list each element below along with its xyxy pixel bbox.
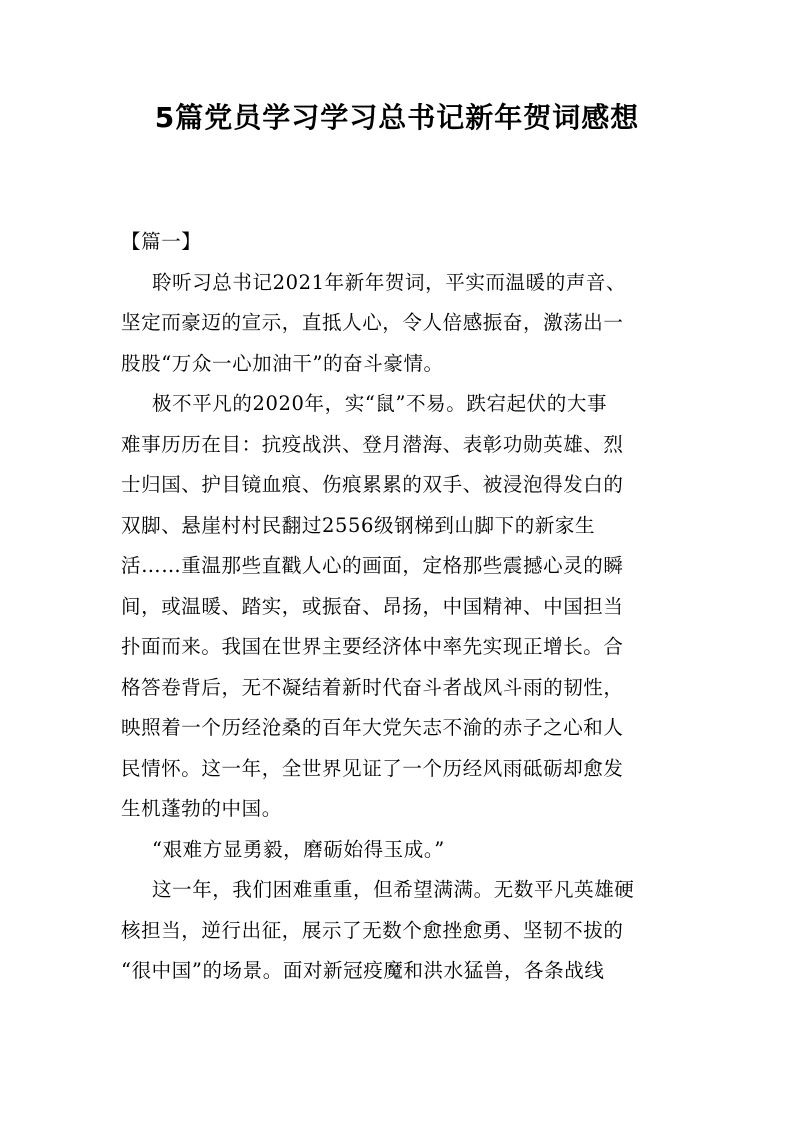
text-line: 生机蓬勃的中国。: [121, 797, 282, 820]
text-line: 活……重温那些直戳人心的画面，定格那些震撼心灵的瞬: [121, 554, 624, 577]
text-line: 这一年，我们困难重重，但希望满满。无数平凡英雄硬: [152, 878, 635, 901]
text-line: 核担当，逆行出征，展示了无数个愈挫愈勇、坚韧不拔的: [121, 918, 624, 942]
document-body: [121, 222, 669, 992]
text-line: 聆听习总书记2021年新年贺词，平实而温暖的声音、: [152, 270, 627, 294]
text-line: 难事历历在目：抗疫战洪、登月潜海、表彰功勋英雄、烈: [121, 432, 624, 456]
text-line: 股股“万众一心加油干”的奋斗豪情。: [121, 351, 444, 375]
section-heading: 【篇一】: [121, 230, 202, 253]
text-line: 极不平凡的2020年，实“鼠”不易。跌宕起伏的大事: [152, 392, 608, 415]
text-line: 映照着一个历经沧桑的百年大党矢志不渝的赤子之心和人: [121, 716, 624, 739]
text-line: 民情怀。这一年，全世界见证了一个历经风雨砥砺却愈发: [121, 756, 624, 780]
text-line: “艰难方显勇毅，磨砺始得玉成。”: [152, 837, 445, 861]
document-title: 5篇党员学习学习总书记新年贺词感想: [154, 101, 640, 134]
text-line: 格答卷背后，无不凝结着新时代奋斗者战风斗雨的韧性，: [121, 675, 624, 699]
paragraph-2: [121, 384, 669, 830]
paragraph-4: [121, 870, 669, 992]
paragraph-quote: [121, 830, 669, 871]
text-line: 扑面而来。我国在世界主要经济体中率先实现正增长。合: [121, 635, 624, 658]
text-line: 双脚、悬崖村村民翻过2556级钢梯到山脚下的新家生: [121, 513, 596, 537]
text-line: 间，或温暖、踏实，或振奋、昂扬，中国精神、中国担当: [121, 594, 624, 618]
paragraph-1: [121, 263, 669, 385]
text-line: 坚定而豪迈的宣示，直抵人心，令人倍感振奋，激荡出一: [121, 311, 624, 334]
text-line: “很中国”的场景。面对新冠疫魔和洪水猛兽，各条战线: [121, 959, 605, 982]
text-line: 士归国、护目镜血痕、伤痕累累的双手、被浸泡得发白的: [121, 473, 624, 496]
